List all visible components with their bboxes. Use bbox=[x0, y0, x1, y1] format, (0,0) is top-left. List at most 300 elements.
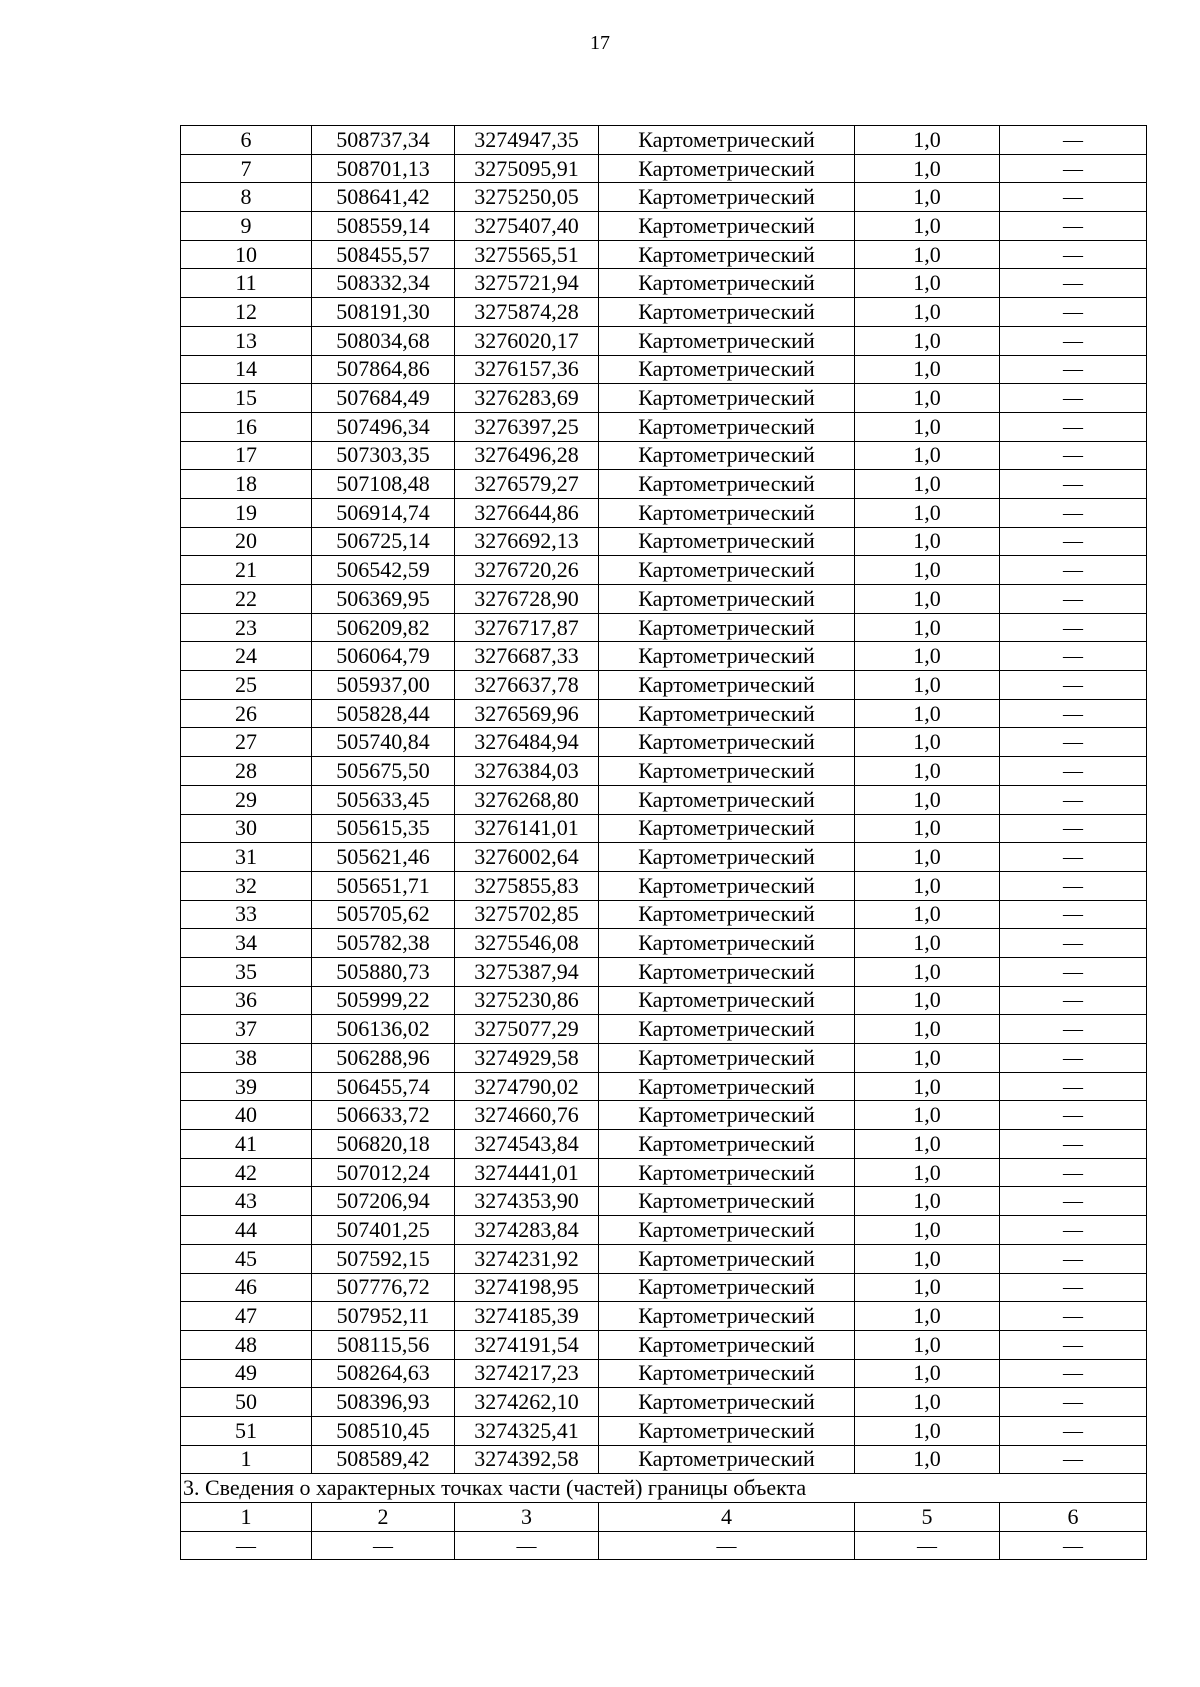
point-number-cell: 29 bbox=[181, 785, 312, 814]
boundary-points-table bbox=[180, 125, 1147, 1560]
x-coordinate-cell: 507864,86 bbox=[312, 355, 455, 384]
y-coordinate-cell: 3276283,69 bbox=[455, 384, 599, 413]
method-cell: Картометрический bbox=[599, 1187, 855, 1216]
accuracy-cell: 1,0 bbox=[855, 1015, 1000, 1044]
method-cell: Картометрический bbox=[599, 814, 855, 843]
y-coordinate-cell: 3276644,86 bbox=[455, 498, 599, 527]
y-coordinate-cell: 3274947,35 bbox=[455, 126, 599, 155]
x-coordinate-cell: 505828,44 bbox=[312, 699, 455, 728]
description-cell: — bbox=[1000, 1044, 1147, 1073]
method-cell: Картометрический bbox=[599, 1330, 855, 1359]
y-coordinate-cell: 3276496,28 bbox=[455, 441, 599, 470]
x-coordinate-cell: 505705,62 bbox=[312, 900, 455, 929]
y-coordinate-cell: 3276002,64 bbox=[455, 843, 599, 872]
point-number-cell: 22 bbox=[181, 585, 312, 614]
x-coordinate-cell: 506820,18 bbox=[312, 1130, 455, 1159]
method-cell: Картометрический bbox=[599, 154, 855, 183]
x-coordinate-cell: 506455,74 bbox=[312, 1072, 455, 1101]
y-coordinate-cell: 3274325,41 bbox=[455, 1416, 599, 1445]
table-row bbox=[181, 929, 1147, 958]
point-number-cell: 14 bbox=[181, 355, 312, 384]
accuracy-cell: 1,0 bbox=[855, 900, 1000, 929]
table-row bbox=[181, 412, 1147, 441]
table-row bbox=[181, 527, 1147, 556]
description-cell: — bbox=[1000, 1187, 1147, 1216]
description-cell: — bbox=[1000, 757, 1147, 786]
method-cell: Картометрический bbox=[599, 269, 855, 298]
description-cell: — bbox=[1000, 642, 1147, 671]
table-row bbox=[181, 1302, 1147, 1331]
table-row bbox=[181, 986, 1147, 1015]
x-coordinate-cell: 506725,14 bbox=[312, 527, 455, 556]
y-coordinate-cell: 3274198,95 bbox=[455, 1273, 599, 1302]
y-coordinate-cell: 3276717,87 bbox=[455, 613, 599, 642]
accuracy-cell: 1,0 bbox=[855, 269, 1000, 298]
method-cell: Картометрический bbox=[599, 441, 855, 470]
point-number-cell: 51 bbox=[181, 1416, 312, 1445]
description-cell: — bbox=[1000, 814, 1147, 843]
x-coordinate-cell: 507303,35 bbox=[312, 441, 455, 470]
description-cell: — bbox=[1000, 154, 1147, 183]
point-number-cell: 6 bbox=[181, 126, 312, 155]
method-cell: Картометрический bbox=[599, 1273, 855, 1302]
method-cell: Картометрический bbox=[599, 556, 855, 585]
x-coordinate-cell: 508641,42 bbox=[312, 183, 455, 212]
method-cell: Картометрический bbox=[599, 986, 855, 1015]
table-row bbox=[181, 1388, 1147, 1417]
x-coordinate-cell: 506633,72 bbox=[312, 1101, 455, 1130]
empty-cell: — bbox=[455, 1531, 599, 1560]
table-row bbox=[181, 1244, 1147, 1273]
description-cell: — bbox=[1000, 1244, 1147, 1273]
table-row bbox=[181, 498, 1147, 527]
x-coordinate-cell: 506542,59 bbox=[312, 556, 455, 585]
accuracy-cell: 1,0 bbox=[855, 126, 1000, 155]
description-cell: — bbox=[1000, 269, 1147, 298]
table-row bbox=[181, 326, 1147, 355]
table-row bbox=[181, 441, 1147, 470]
x-coordinate-cell: 508589,42 bbox=[312, 1445, 455, 1474]
description-cell: — bbox=[1000, 699, 1147, 728]
description-cell: — bbox=[1000, 986, 1147, 1015]
column-number: 1 bbox=[181, 1503, 312, 1532]
y-coordinate-cell: 3276397,25 bbox=[455, 412, 599, 441]
y-coordinate-cell: 3274353,90 bbox=[455, 1187, 599, 1216]
point-number-cell: 39 bbox=[181, 1072, 312, 1101]
point-number-cell: 44 bbox=[181, 1216, 312, 1245]
accuracy-cell: 1,0 bbox=[855, 384, 1000, 413]
description-cell: — bbox=[1000, 613, 1147, 642]
accuracy-cell: 1,0 bbox=[855, 298, 1000, 327]
description-cell: — bbox=[1000, 1072, 1147, 1101]
description-cell: — bbox=[1000, 929, 1147, 958]
method-cell: Картометрический bbox=[599, 1359, 855, 1388]
point-number-cell: 50 bbox=[181, 1388, 312, 1417]
y-coordinate-cell: 3276692,13 bbox=[455, 527, 599, 556]
table-row bbox=[181, 843, 1147, 872]
empty-data-row bbox=[181, 1531, 1147, 1560]
y-coordinate-cell: 3274660,76 bbox=[455, 1101, 599, 1130]
point-number-cell: 25 bbox=[181, 671, 312, 700]
accuracy-cell: 1,0 bbox=[855, 1359, 1000, 1388]
y-coordinate-cell: 3276020,17 bbox=[455, 326, 599, 355]
table-row bbox=[181, 1330, 1147, 1359]
description-cell: — bbox=[1000, 498, 1147, 527]
table-row bbox=[181, 613, 1147, 642]
description-cell: — bbox=[1000, 384, 1147, 413]
empty-cell: — bbox=[181, 1531, 312, 1560]
y-coordinate-cell: 3276579,27 bbox=[455, 470, 599, 499]
description-cell: — bbox=[1000, 671, 1147, 700]
y-coordinate-cell: 3276687,33 bbox=[455, 642, 599, 671]
table-row bbox=[181, 671, 1147, 700]
method-cell: Картометрический bbox=[599, 498, 855, 527]
y-coordinate-cell: 3275855,83 bbox=[455, 871, 599, 900]
description-cell: — bbox=[1000, 470, 1147, 499]
point-number-cell: 48 bbox=[181, 1330, 312, 1359]
y-coordinate-cell: 3276268,80 bbox=[455, 785, 599, 814]
y-coordinate-cell: 3274790,02 bbox=[455, 1072, 599, 1101]
description-cell: — bbox=[1000, 1158, 1147, 1187]
x-coordinate-cell: 505651,71 bbox=[312, 871, 455, 900]
point-number-cell: 49 bbox=[181, 1359, 312, 1388]
method-cell: Картометрический bbox=[599, 126, 855, 155]
point-number-cell: 13 bbox=[181, 326, 312, 355]
method-cell: Картометрический bbox=[599, 1044, 855, 1073]
x-coordinate-cell: 507108,48 bbox=[312, 470, 455, 499]
table-row bbox=[181, 1216, 1147, 1245]
accuracy-cell: 1,0 bbox=[855, 699, 1000, 728]
x-coordinate-cell: 508034,68 bbox=[312, 326, 455, 355]
accuracy-cell: 1,0 bbox=[855, 1330, 1000, 1359]
x-coordinate-cell: 507592,15 bbox=[312, 1244, 455, 1273]
point-number-cell: 40 bbox=[181, 1101, 312, 1130]
point-number-cell: 36 bbox=[181, 986, 312, 1015]
point-number-cell: 11 bbox=[181, 269, 312, 298]
y-coordinate-cell: 3275721,94 bbox=[455, 269, 599, 298]
method-cell: Картометрический bbox=[599, 355, 855, 384]
accuracy-cell: 1,0 bbox=[855, 355, 1000, 384]
point-number-cell: 9 bbox=[181, 212, 312, 241]
description-cell: — bbox=[1000, 1302, 1147, 1331]
point-number-cell: 27 bbox=[181, 728, 312, 757]
description-cell: — bbox=[1000, 183, 1147, 212]
point-number-cell: 18 bbox=[181, 470, 312, 499]
x-coordinate-cell: 508332,34 bbox=[312, 269, 455, 298]
method-cell: Картометрический bbox=[599, 929, 855, 958]
description-cell: — bbox=[1000, 1216, 1147, 1245]
table-row bbox=[181, 126, 1147, 155]
table-row bbox=[181, 957, 1147, 986]
table-row bbox=[181, 1187, 1147, 1216]
description-cell: — bbox=[1000, 240, 1147, 269]
x-coordinate-cell: 506136,02 bbox=[312, 1015, 455, 1044]
description-cell: — bbox=[1000, 298, 1147, 327]
table-row bbox=[181, 785, 1147, 814]
table-row bbox=[181, 355, 1147, 384]
x-coordinate-cell: 505880,73 bbox=[312, 957, 455, 986]
method-cell: Картометрический bbox=[599, 728, 855, 757]
description-cell: — bbox=[1000, 1416, 1147, 1445]
description-cell: — bbox=[1000, 728, 1147, 757]
x-coordinate-cell: 508191,30 bbox=[312, 298, 455, 327]
x-coordinate-cell: 508510,45 bbox=[312, 1416, 455, 1445]
point-number-cell: 47 bbox=[181, 1302, 312, 1331]
method-cell: Картометрический bbox=[599, 785, 855, 814]
method-cell: Картометрический bbox=[599, 1216, 855, 1245]
point-number-cell: 23 bbox=[181, 613, 312, 642]
description-cell: — bbox=[1000, 1388, 1147, 1417]
x-coordinate-cell: 508701,13 bbox=[312, 154, 455, 183]
y-coordinate-cell: 3275874,28 bbox=[455, 298, 599, 327]
x-coordinate-cell: 507206,94 bbox=[312, 1187, 455, 1216]
method-cell: Картометрический bbox=[599, 326, 855, 355]
description-cell: — bbox=[1000, 785, 1147, 814]
x-coordinate-cell: 508396,93 bbox=[312, 1388, 455, 1417]
x-coordinate-cell: 506064,79 bbox=[312, 642, 455, 671]
accuracy-cell: 1,0 bbox=[855, 871, 1000, 900]
accuracy-cell: 1,0 bbox=[855, 671, 1000, 700]
method-cell: Картометрический bbox=[599, 1158, 855, 1187]
table-row bbox=[181, 1072, 1147, 1101]
table-row bbox=[181, 871, 1147, 900]
x-coordinate-cell: 508737,34 bbox=[312, 126, 455, 155]
point-number-cell: 31 bbox=[181, 843, 312, 872]
y-coordinate-cell: 3276157,36 bbox=[455, 355, 599, 384]
x-coordinate-cell: 505633,45 bbox=[312, 785, 455, 814]
y-coordinate-cell: 3276484,94 bbox=[455, 728, 599, 757]
table-row bbox=[181, 1015, 1147, 1044]
x-coordinate-cell: 506369,95 bbox=[312, 585, 455, 614]
table-row bbox=[181, 1158, 1147, 1187]
method-cell: Картометрический bbox=[599, 642, 855, 671]
accuracy-cell: 1,0 bbox=[855, 240, 1000, 269]
x-coordinate-cell: 507496,34 bbox=[312, 412, 455, 441]
method-cell: Картометрический bbox=[599, 613, 855, 642]
y-coordinate-cell: 3276637,78 bbox=[455, 671, 599, 700]
y-coordinate-cell: 3275250,05 bbox=[455, 183, 599, 212]
table-row bbox=[181, 1445, 1147, 1474]
y-coordinate-cell: 3275387,94 bbox=[455, 957, 599, 986]
y-coordinate-cell: 3275077,29 bbox=[455, 1015, 599, 1044]
y-coordinate-cell: 3275702,85 bbox=[455, 900, 599, 929]
y-coordinate-cell: 3276384,03 bbox=[455, 757, 599, 786]
accuracy-cell: 1,0 bbox=[855, 1101, 1000, 1130]
table-row bbox=[181, 900, 1147, 929]
table-row bbox=[181, 1359, 1147, 1388]
accuracy-cell: 1,0 bbox=[855, 613, 1000, 642]
accuracy-cell: 1,0 bbox=[855, 929, 1000, 958]
point-number-cell: 20 bbox=[181, 527, 312, 556]
point-number-cell: 30 bbox=[181, 814, 312, 843]
y-coordinate-cell: 3275230,86 bbox=[455, 986, 599, 1015]
method-cell: Картометрический bbox=[599, 470, 855, 499]
method-cell: Картометрический bbox=[599, 1302, 855, 1331]
description-cell: — bbox=[1000, 1130, 1147, 1159]
table-body bbox=[181, 126, 1147, 1474]
point-number-cell: 7 bbox=[181, 154, 312, 183]
method-cell: Картометрический bbox=[599, 212, 855, 241]
description-cell: — bbox=[1000, 1015, 1147, 1044]
x-coordinate-cell: 506914,74 bbox=[312, 498, 455, 527]
y-coordinate-cell: 3274185,39 bbox=[455, 1302, 599, 1331]
x-coordinate-cell: 507776,72 bbox=[312, 1273, 455, 1302]
table-row bbox=[181, 212, 1147, 241]
table-row bbox=[181, 1130, 1147, 1159]
table-row bbox=[181, 154, 1147, 183]
y-coordinate-cell: 3274441,01 bbox=[455, 1158, 599, 1187]
method-cell: Картометрический bbox=[599, 1072, 855, 1101]
column-number: 3 bbox=[455, 1503, 599, 1532]
empty-cell: — bbox=[855, 1531, 1000, 1560]
accuracy-cell: 1,0 bbox=[855, 728, 1000, 757]
point-number-cell: 43 bbox=[181, 1187, 312, 1216]
x-coordinate-cell: 507401,25 bbox=[312, 1216, 455, 1245]
description-cell: — bbox=[1000, 1359, 1147, 1388]
point-number-cell: 46 bbox=[181, 1273, 312, 1302]
point-number-cell: 34 bbox=[181, 929, 312, 958]
section-3 bbox=[181, 1474, 1147, 1560]
section-3-title: 3. Сведения о характерных точках части (частей) границы объекта bbox=[181, 1474, 1147, 1503]
page-number: 17 bbox=[590, 32, 610, 54]
table-row bbox=[181, 240, 1147, 269]
y-coordinate-cell: 3274217,23 bbox=[455, 1359, 599, 1388]
method-cell: Картометрический bbox=[599, 1015, 855, 1044]
accuracy-cell: 1,0 bbox=[855, 1072, 1000, 1101]
accuracy-cell: 1,0 bbox=[855, 1044, 1000, 1073]
y-coordinate-cell: 3274392,58 bbox=[455, 1445, 599, 1474]
table-row bbox=[181, 1044, 1147, 1073]
table-row bbox=[181, 1273, 1147, 1302]
point-number-cell: 41 bbox=[181, 1130, 312, 1159]
x-coordinate-cell: 508455,57 bbox=[312, 240, 455, 269]
x-coordinate-cell: 505782,38 bbox=[312, 929, 455, 958]
accuracy-cell: 1,0 bbox=[855, 757, 1000, 786]
method-cell: Картометрический bbox=[599, 671, 855, 700]
y-coordinate-cell: 3274543,84 bbox=[455, 1130, 599, 1159]
point-number-cell: 10 bbox=[181, 240, 312, 269]
accuracy-cell: 1,0 bbox=[855, 212, 1000, 241]
accuracy-cell: 1,0 bbox=[855, 585, 1000, 614]
accuracy-cell: 1,0 bbox=[855, 556, 1000, 585]
column-number: 6 bbox=[1000, 1503, 1147, 1532]
point-number-cell: 42 bbox=[181, 1158, 312, 1187]
y-coordinate-cell: 3274929,58 bbox=[455, 1044, 599, 1073]
description-cell: — bbox=[1000, 1330, 1147, 1359]
point-number-cell: 15 bbox=[181, 384, 312, 413]
table-row bbox=[181, 269, 1147, 298]
method-cell: Картометрический bbox=[599, 298, 855, 327]
accuracy-cell: 1,0 bbox=[855, 642, 1000, 671]
point-number-cell: 28 bbox=[181, 757, 312, 786]
x-coordinate-cell: 505740,84 bbox=[312, 728, 455, 757]
accuracy-cell: 1,0 bbox=[855, 1158, 1000, 1187]
x-coordinate-cell: 505615,35 bbox=[312, 814, 455, 843]
point-number-cell: 8 bbox=[181, 183, 312, 212]
table-row bbox=[181, 585, 1147, 614]
description-cell: — bbox=[1000, 900, 1147, 929]
method-cell: Картометрический bbox=[599, 384, 855, 413]
x-coordinate-cell: 505621,46 bbox=[312, 843, 455, 872]
x-coordinate-cell: 506288,96 bbox=[312, 1044, 455, 1073]
description-cell: — bbox=[1000, 355, 1147, 384]
accuracy-cell: 1,0 bbox=[855, 1388, 1000, 1417]
accuracy-cell: 1,0 bbox=[855, 957, 1000, 986]
table-row bbox=[181, 470, 1147, 499]
accuracy-cell: 1,0 bbox=[855, 1216, 1000, 1245]
point-number-cell: 38 bbox=[181, 1044, 312, 1073]
accuracy-cell: 1,0 bbox=[855, 1302, 1000, 1331]
y-coordinate-cell: 3274262,10 bbox=[455, 1388, 599, 1417]
description-cell: — bbox=[1000, 326, 1147, 355]
accuracy-cell: 1,0 bbox=[855, 843, 1000, 872]
table-row bbox=[181, 642, 1147, 671]
x-coordinate-cell: 507952,11 bbox=[312, 1302, 455, 1331]
point-number-cell: 24 bbox=[181, 642, 312, 671]
empty-cell: — bbox=[312, 1531, 455, 1560]
description-cell: — bbox=[1000, 412, 1147, 441]
description-cell: — bbox=[1000, 871, 1147, 900]
description-cell: — bbox=[1000, 527, 1147, 556]
table-row bbox=[181, 1101, 1147, 1130]
accuracy-cell: 1,0 bbox=[855, 1273, 1000, 1302]
column-number: 2 bbox=[312, 1503, 455, 1532]
y-coordinate-cell: 3275565,51 bbox=[455, 240, 599, 269]
table-row bbox=[181, 757, 1147, 786]
description-cell: — bbox=[1000, 556, 1147, 585]
accuracy-cell: 1,0 bbox=[855, 1416, 1000, 1445]
empty-cell: — bbox=[599, 1531, 855, 1560]
table-row bbox=[181, 699, 1147, 728]
description-cell: — bbox=[1000, 1445, 1147, 1474]
empty-cell: — bbox=[1000, 1531, 1147, 1560]
y-coordinate-cell: 3275407,40 bbox=[455, 212, 599, 241]
point-number-cell: 19 bbox=[181, 498, 312, 527]
y-coordinate-cell: 3276728,90 bbox=[455, 585, 599, 614]
method-cell: Картометрический bbox=[599, 527, 855, 556]
x-coordinate-cell: 508264,63 bbox=[312, 1359, 455, 1388]
point-number-cell: 1 bbox=[181, 1445, 312, 1474]
accuracy-cell: 1,0 bbox=[855, 1445, 1000, 1474]
method-cell: Картометрический bbox=[599, 1416, 855, 1445]
point-number-cell: 35 bbox=[181, 957, 312, 986]
point-number-cell: 45 bbox=[181, 1244, 312, 1273]
table-row bbox=[181, 1416, 1147, 1445]
description-cell: — bbox=[1000, 212, 1147, 241]
method-cell: Картометрический bbox=[599, 1101, 855, 1130]
description-cell: — bbox=[1000, 843, 1147, 872]
y-coordinate-cell: 3274283,84 bbox=[455, 1216, 599, 1245]
x-coordinate-cell: 507012,24 bbox=[312, 1158, 455, 1187]
accuracy-cell: 1,0 bbox=[855, 814, 1000, 843]
method-cell: Картометрический bbox=[599, 183, 855, 212]
y-coordinate-cell: 3276720,26 bbox=[455, 556, 599, 585]
accuracy-cell: 1,0 bbox=[855, 1244, 1000, 1273]
column-number: 5 bbox=[855, 1503, 1000, 1532]
x-coordinate-cell: 505999,22 bbox=[312, 986, 455, 1015]
accuracy-cell: 1,0 bbox=[855, 1187, 1000, 1216]
point-number-cell: 17 bbox=[181, 441, 312, 470]
method-cell: Картометрический bbox=[599, 412, 855, 441]
accuracy-cell: 1,0 bbox=[855, 470, 1000, 499]
description-cell: — bbox=[1000, 1101, 1147, 1130]
column-number: 4 bbox=[599, 1503, 855, 1532]
accuracy-cell: 1,0 bbox=[855, 326, 1000, 355]
table-row bbox=[181, 814, 1147, 843]
point-number-cell: 21 bbox=[181, 556, 312, 585]
table-row bbox=[181, 183, 1147, 212]
accuracy-cell: 1,0 bbox=[855, 986, 1000, 1015]
